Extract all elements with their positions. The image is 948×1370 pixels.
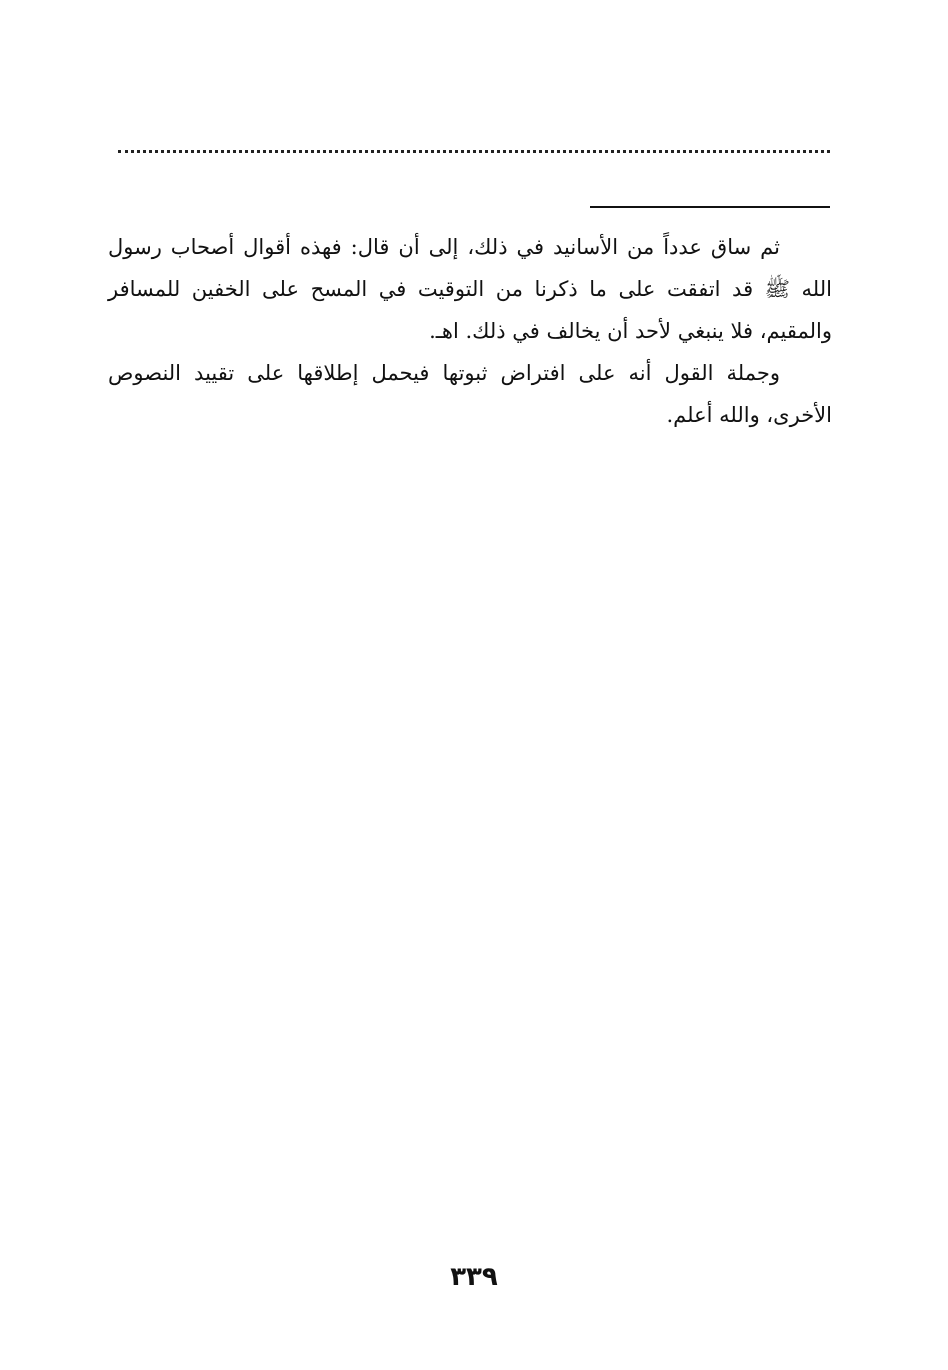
dotted-separator xyxy=(118,150,830,153)
paragraph: وجملة القول أنه على افتراض ثبوتها فيحمل إطلاقها على تقييد النصوص الأخرى، والله أعلم. xyxy=(108,361,832,427)
footnote-rule xyxy=(590,206,830,208)
body-text xyxy=(108,226,832,436)
paragraph: ثم ساق عدداً من الأسانيد في ذلك، إلى أن قال: فهذه أقوال أصحاب رسول الله ﷺ قد اتفقت على ما ذكرنا من التوقيت في المسح على الخفين للمسافر والمقيم، فلا ينبغي لأحد أن يخالف في ذلك. اهـ. xyxy=(108,235,832,343)
page-number: ٣٣٩ xyxy=(450,1262,498,1292)
